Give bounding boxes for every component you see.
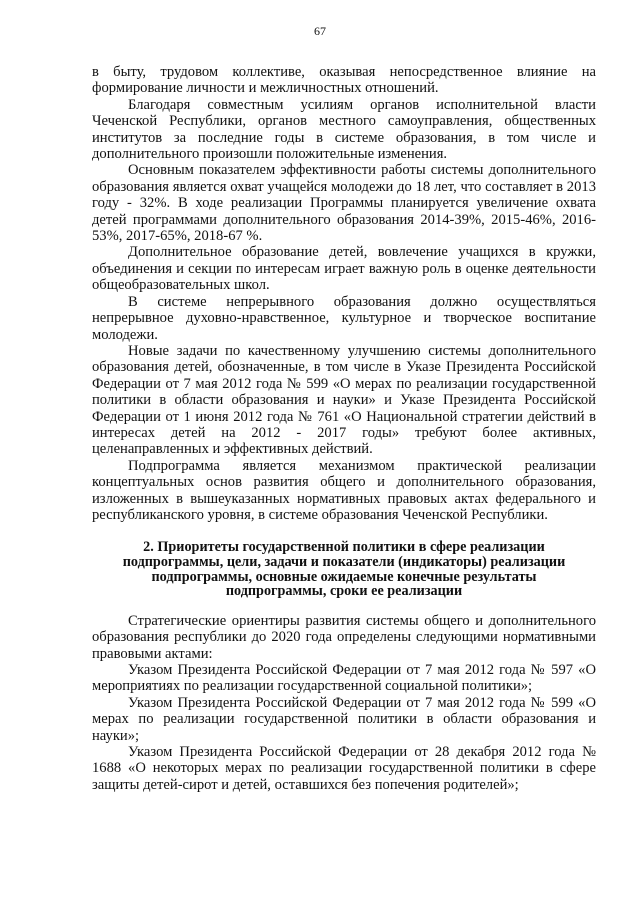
section-heading-line: подпрограммы, цели, задачи и показатели (индикаторы) реализации <box>122 553 566 570</box>
paragraph: Новые задачи по качественному улучшению системы дополнительного образования детей, обозначенные, в том числе в Указе Президента Российской Федерации от 7 мая 2012 года № 599 «О мерах по реализации государственной политики в области образования и науки» и Указе Президента Российской Федерации от 1 июня 2012 года № 761 «О Национальной стратегии действий в интересах детей на 2012 - 2017 годы» требуют более активных, целенаправленных и эффективных действий. <box>92 342 596 458</box>
paragraph: Стратегические ориентиры развития системы общего и дополнительного образования республики до 2020 года определены следующими нормативными правовыми актами: <box>92 612 596 662</box>
paragraph: Указом Президента Российской Федерации от 7 мая 2012 года № 597 «О мероприятиях по реализации государственной социальной политики»; <box>92 661 596 695</box>
paragraph: Благодаря совместным усилиям органов исполнительной власти Чеченской Республики, органов местного самоуправления, общественных институтов за последние годы в системе образования, в том числе и дополнительного произошли положительные изменения. <box>92 96 596 163</box>
page-number: 67 <box>314 24 326 38</box>
paragraph: В системе непрерывного образования должно осуществляться непрерывное духовно-нравственное, культурное и творческое воспитание молодежи. <box>92 293 596 343</box>
paragraph: Подпрограмма является механизмом практической реализации концептуальных основ развития общего и дополнительного образования, изложенных в вышеуказанных нормативных правовых актах федерального и республиканского уровня, в системе образования Чеченской Республики. <box>92 457 596 523</box>
paragraph-continuation: в быту, трудовом коллективе, оказывая непосредственное влияние на формирование личности и межличностных отношений. <box>92 64 596 97</box>
paragraph: Указом Президента Российской Федерации от 7 мая 2012 года № 599 «О мерах по реализации государственной политики в области образования и науки»; <box>92 694 596 744</box>
section-heading-line: 2. Приоритеты государственной политики в сфере реализации <box>143 539 545 556</box>
section-heading-line: подпрограммы, основные ожидаемые конечные результаты <box>151 568 537 585</box>
section-heading <box>92 540 596 598</box>
section-heading-line: подпрограммы, сроки ее реализации <box>225 583 463 600</box>
paragraph: Основным показателем эффективности работы системы дополнительного образования является охват учащейся молодежи до 18 лет, что составляет в 2013 году - 32%. В ходе реализации Программы планируется увеличение охвата детей программами дополнительного образования 2014-39%, 2015-46%, 2016-53%, 2017-65%, 2018-67 %. <box>92 162 596 245</box>
paragraph: Дополнительное образование детей, вовлечение учащихся в кружки, объединения и секции по интересам играет важную роль в оценке деятельности общеобразовательных школ. <box>92 244 596 294</box>
document-body <box>92 64 596 793</box>
paragraph: Указом Президента Российской Федерации от 28 декабря 2012 года № 1688 «О некоторых мерах по реализации государственной политики в сфере защиты детей-сирот и детей, оставшихся без попечения родителей»; <box>92 744 596 793</box>
